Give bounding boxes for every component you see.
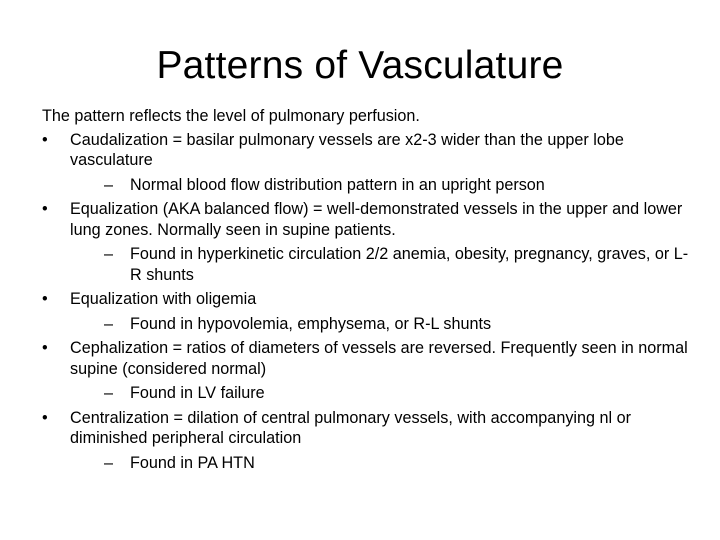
bullet-marker: • (42, 290, 48, 308)
bullet-text: Caudalization = basilar pulmonary vessels are x2-3 wider than the upper lobe vasculature (70, 130, 624, 169)
sub-bullet-marker: – (104, 453, 114, 472)
bullet-caudalization (42, 130, 692, 171)
sub-bullet-text: Found in hyperkinetic circulation 2/2 anemia, obesity, pregnancy, graves, or L-R shunts (130, 245, 689, 284)
sub-bullet-marker: – (104, 245, 114, 263)
sub-bullet-marker: – (104, 175, 114, 194)
bullet-equalization-oligemia (42, 289, 692, 310)
bullet-text: Cephalization = ratios of diameters of vessels are reversed. Frequently seen in normal supine (considered normal) (70, 339, 688, 378)
bullet-text: Equalization with oligemia (70, 290, 257, 308)
sub-bullet-marker: – (104, 314, 114, 333)
sub-bullet-marker: – (104, 384, 114, 402)
sub-bullet-text: Found in hypovolemia, emphysema, or R-L shunts (130, 314, 492, 333)
sub-bullet-equalization (70, 244, 692, 285)
sub-bullet-cephalization (70, 383, 692, 404)
bullet-cephalization (42, 338, 692, 379)
sub-bullet-text: Found in PA HTN (130, 453, 255, 472)
sub-bullet-text: Found in LV failure (130, 384, 265, 402)
bullet-marker: • (42, 200, 48, 218)
slide-body (42, 106, 692, 477)
bullet-marker: • (42, 339, 48, 357)
sub-bullet-text: Normal blood flow distribution pattern in an upright person (130, 175, 545, 194)
bullet-centralization (42, 408, 692, 449)
bullet-marker: • (42, 408, 48, 427)
bullet-marker: • (42, 130, 48, 149)
slide-title: Patterns of Vasculature (156, 44, 564, 87)
bullet-text: Equalization (AKA balanced flow) = well-demonstrated vessels in the upper and lower lung zones. Normally seen in supine patients. (70, 200, 683, 239)
bullet-equalization (42, 199, 692, 240)
sub-bullet-caudalization (70, 175, 692, 196)
bullet-text: Centralization = dilation of central pulmonary vessels, with accompanying nl or diminished peripheral circulation (70, 408, 631, 447)
intro-text: The pattern reflects the level of pulmonary perfusion. (42, 107, 420, 125)
sub-bullet-centralization (70, 453, 692, 474)
sub-bullet-equalization-oligemia (70, 314, 692, 335)
